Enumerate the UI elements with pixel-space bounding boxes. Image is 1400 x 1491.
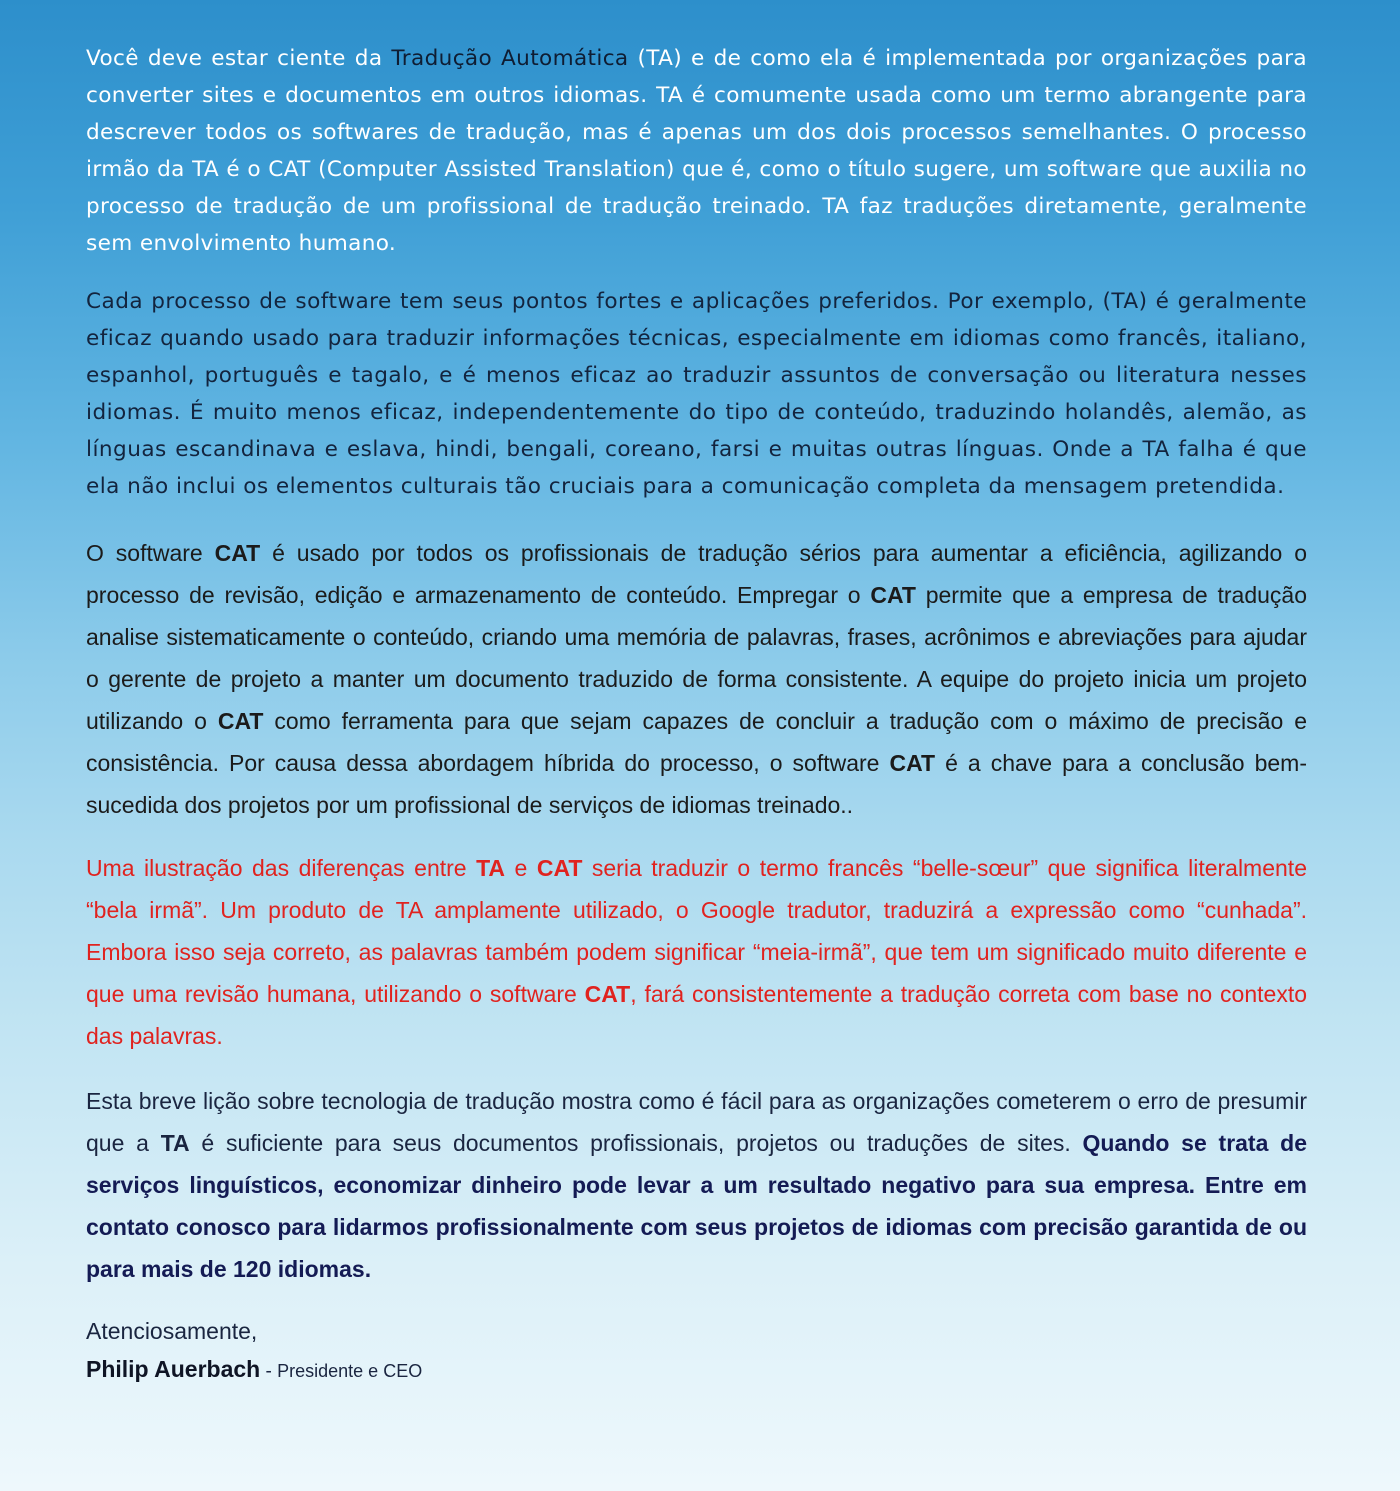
paragraph-conclusion xyxy=(86,1080,1307,1290)
intro-text-1: Você deve estar ciente da xyxy=(86,46,392,71)
cat-text-2: é usado por todos os profissionais de tradução sérios para aumentar a eficiência, agilizando o processo de revisão, edição e armazenamento de conteúdo. Empregar o xyxy=(86,540,1307,608)
illustration-bold-cat-2: CAT xyxy=(584,981,631,1007)
illustration-text-1: Uma ilustração das diferenças entre xyxy=(86,855,477,881)
cat-bold-2: CAT xyxy=(870,582,916,608)
paragraph-strengths: Cada processo de software tem seus pontos fortes e aplicações preferidos. Por exemplo, (TA) é geralmente eficaz quando usado para traduzir informações técnicas, especialmente em idiomas como francês, italiano, espanhol, português e tagalo, e é menos eficaz ao traduzir assuntos de conversação ou literatura nesses idiomas. É muito menos eficaz, independentemente do tipo de conteúdo, traduzindo holandês, alemão, as línguas escandinava e eslava, hindi, bengali, coreano, farsi e muitas outras línguas. Onde a TA falha é que ela não inclui os elementos culturais tão cruciais para a comunicação completa da mensagem pretendida. xyxy=(86,289,1307,499)
cat-text-1: O software xyxy=(86,540,215,566)
illustration-text-3: seria traduzir o termo francês “belle-sœur” que significa literalmente “bela irmã”. Um produto de TA amplamente utilizado, o Google tradutor, traduzirá a expressão como “cunhada”. Embora isso seja correto, as palavras também podem significar “meia-irmã”, que tem um significado muito diferente e que uma revisão humana, utilizando o software xyxy=(86,855,1307,1007)
conclusion-bold-ta: TA xyxy=(160,1130,190,1156)
illustration-text-2: e xyxy=(505,855,537,881)
conclusion-text-2: é suficiente para seus documentos profissionais, projetos ou traduções de sites. xyxy=(189,1130,1083,1156)
signature-line xyxy=(86,1350,1307,1391)
conclusion-text-1: Esta breve lição sobre tecnologia de tradução mostra como é fácil para as organizações cometerem o erro de presumir que a xyxy=(86,1088,1307,1156)
cat-text-4: como ferramenta para que sejam capazes de concluir a tradução com o máximo de precisão e consistência. Por causa dessa abordagem híbrida do processo, o software xyxy=(86,708,1308,776)
intro-highlight-term: Tradução Automática xyxy=(391,46,629,71)
illustration-bold-cat: CAT xyxy=(536,855,583,881)
paragraph-cat-software xyxy=(86,532,1307,826)
signature-block xyxy=(86,1312,1307,1391)
cat-bold-4: CAT xyxy=(889,750,936,776)
illustration-text-4: , fará consistentemente a tradução correta com base no contexto das palavras. xyxy=(86,981,1307,1049)
cat-bold-3: CAT xyxy=(217,708,264,734)
cat-bold-1: CAT xyxy=(214,540,261,566)
closing-greeting: Atenciosamente, xyxy=(86,1318,258,1344)
cat-text-3: permite que a empresa de tradução analise sistematicamente o conteúdo, criando uma memória de palavras, frases, acrônimos e abreviações para ajudar o gerente de projeto a manter um documento traduzido de forma consistente. A equipe do projeto inicia um projeto utilizando o xyxy=(86,582,1308,734)
cat-text-5: é a chave para a conclusão bem-sucedida dos projetos por um profissional de serviços de idiomas treinado.. xyxy=(86,750,1307,818)
signer-name: Philip Auerbach xyxy=(86,1356,261,1382)
illustration-bold-ta: TA xyxy=(476,855,506,881)
paragraph-illustration xyxy=(86,847,1307,1057)
intro-text-2: (TA) e de como ela é implementada por organizações para converter sites e documentos em outros idiomas. TA é comumente usada como um termo abrangente para descrever todos os softwares de tradução, mas é apenas um dos dois processos semelhantes. O processo irmão da TA é o CAT (Computer Assisted Translation) que é, como o título sugere, um software que auxilia no processo de tradução de um profissional de tradução treinado. TA faz traduções diretamente, geralmente sem envolvimento humano. xyxy=(86,46,1307,256)
signer-role: Presidente e CEO xyxy=(277,1361,423,1381)
signature-separator: - xyxy=(260,1361,278,1382)
conclusion-call-to-action: Quando se trata de serviços linguísticos, economizar dinheiro pode levar a um resultado negativo para sua empresa. Entre em contato conosco para lidarmos profissionalmente com seus projetos de idiomas com precisão garantida de ou para mais de 120 idiomas. xyxy=(86,1130,1307,1282)
paragraph-intro xyxy=(86,40,1307,262)
